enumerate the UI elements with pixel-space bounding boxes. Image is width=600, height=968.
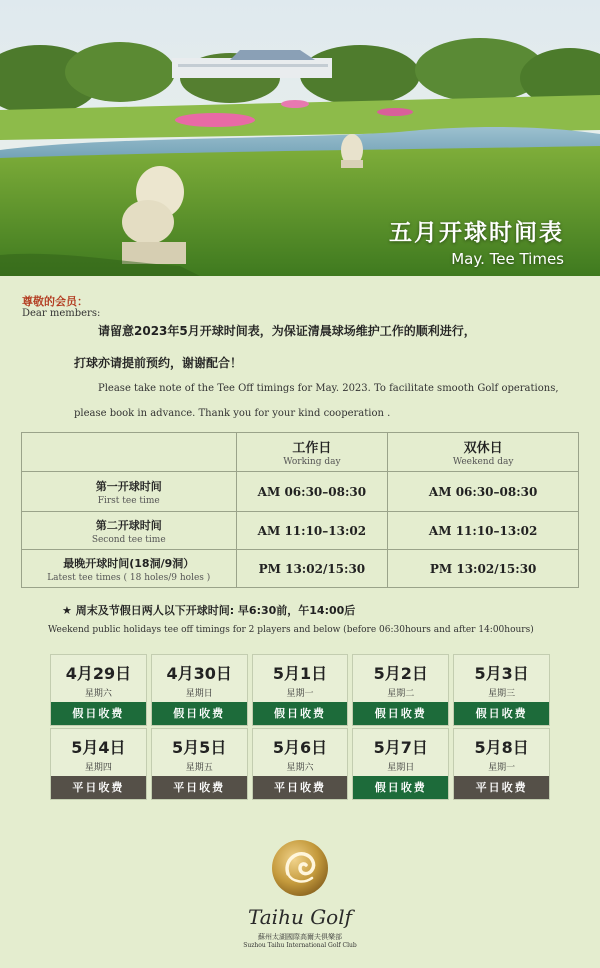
notice-chinese-line-2: 打球亦请提前预约，谢谢配合！ <box>74 356 243 370</box>
day-weekday: 星期五 <box>185 763 213 773</box>
weekend-note-chinese: ★ 周末及节假日两人以下开球时间: 早6:30前，午14:00后 <box>62 604 356 617</box>
header-weekend-day-cn: 双休日 <box>463 441 503 456</box>
day-date: 4月29日 <box>65 664 132 683</box>
weekend-note-english: Weekend public holidays tee off timings for 2 players and below (before 06:30hours and after 14:00hours) <box>48 625 534 635</box>
notice-chinese-line-1: 请留意2023年5月开球时间表，为保证清晨球场维护工作的顺利进行， <box>98 324 476 338</box>
working-day-time: PM 13:02/15:30 <box>236 550 388 588</box>
row-label <box>22 472 237 512</box>
fee-badge: 平日收费 <box>454 776 549 799</box>
day-weekday: 星期日 <box>387 763 415 773</box>
header-working-day <box>236 433 388 472</box>
table-row <box>22 550 579 588</box>
row-label-en: Latest tee times ( 18 holes/9 holes ) <box>47 572 211 583</box>
calendar-day <box>252 654 349 726</box>
day-weekday: 星期日 <box>185 689 213 699</box>
fee-badge: 假日收费 <box>253 702 348 725</box>
calendar-row-2 <box>50 728 550 800</box>
row-label-cn: 第二开球时间 <box>95 518 162 532</box>
working-day-time: AM 06:30–08:30 <box>236 472 388 512</box>
table-header-row <box>22 433 579 472</box>
table-row <box>22 472 579 512</box>
row-label-cn: 第一开球时间 <box>95 479 162 493</box>
day-date: 5月8日 <box>474 738 529 757</box>
day-date: 5月2日 <box>373 664 428 683</box>
greeting-chinese: 尊敬的会员： <box>22 295 88 308</box>
fee-badge: 假日收费 <box>51 702 146 725</box>
row-label-en: First tee time <box>97 495 160 506</box>
header-weekend-day <box>388 433 579 472</box>
calendar-day <box>50 728 147 800</box>
calendar-day <box>453 654 550 726</box>
logo-wordmark: Taihu Golf <box>247 905 353 929</box>
day-weekday: 星期六 <box>286 763 314 773</box>
calendar-day <box>453 728 550 800</box>
row-label <box>22 550 237 588</box>
weekend-day-time: AM 06:30–08:30 <box>388 472 579 512</box>
day-weekday: 星期二 <box>387 689 415 699</box>
calendar-row-1 <box>50 654 550 726</box>
calendar-day <box>151 654 248 726</box>
day-date: 5月5日 <box>172 738 227 757</box>
row-label-en: Second tee time <box>91 534 166 545</box>
row-label-cn: 最晚开球时间(18洞/9洞） <box>63 556 195 570</box>
fee-badge: 假日收费 <box>353 776 448 799</box>
header-working-day-en: Working day <box>283 457 341 467</box>
fee-badge: 假日收费 <box>353 702 448 725</box>
table-row <box>22 512 579 550</box>
day-date: 5月3日 <box>474 664 529 683</box>
row-label <box>22 512 237 550</box>
table-corner-cell <box>22 433 237 472</box>
notice-english-line-1: Please take note of the Tee Off timings for May. 2023. To facilitate smooth Golf operations, <box>98 383 559 394</box>
day-date: 5月4日 <box>71 738 126 757</box>
day-date: 5月1日 <box>272 664 328 683</box>
calendar-day <box>151 728 248 800</box>
fee-badge: 假日收费 <box>454 702 549 725</box>
logo-name-chinese: 蘇州太湖國際高爾夫俱樂部 <box>258 933 342 941</box>
hero-banner <box>0 0 600 276</box>
weekend-day-time: PM 13:02/15:30 <box>388 550 579 588</box>
day-weekday: 星期一 <box>488 763 516 773</box>
tee-time-table <box>21 432 579 588</box>
notice-english-line-2: please book in advance. Thank you for your kind cooperation . <box>74 408 391 419</box>
logo-name-english: Suzhou Taihu International Golf Club <box>243 942 357 949</box>
fee-badge: 平日收费 <box>51 776 146 799</box>
calendar-day <box>252 728 349 800</box>
header-weekend-day-en: Weekend day <box>452 457 514 467</box>
calendar-day <box>352 728 449 800</box>
weekend-day-time: AM 11:10–13:02 <box>388 512 579 550</box>
golf-ball-emblem-icon <box>270 838 330 898</box>
working-day-time: AM 11:10–13:02 <box>236 512 388 550</box>
calendar-day <box>50 654 147 726</box>
day-weekday: 星期一 <box>286 689 314 699</box>
day-weekday: 星期四 <box>84 763 112 773</box>
fee-badge: 平日收费 <box>253 776 348 799</box>
day-date: 5月6日 <box>272 738 328 757</box>
fee-badge: 平日收费 <box>152 776 247 799</box>
club-logo <box>240 838 360 958</box>
day-date: 5月7日 <box>373 738 428 757</box>
fee-badge: 假日收费 <box>152 702 247 725</box>
calendar-day <box>352 654 449 726</box>
day-weekday: 星期三 <box>488 689 516 699</box>
day-weekday: 星期六 <box>84 689 112 699</box>
fee-calendar <box>50 654 550 802</box>
header-working-day-cn: 工作日 <box>292 441 332 456</box>
hero-title-chinese: 五月开球时间表 <box>389 220 564 246</box>
day-date: 4月30日 <box>166 664 232 683</box>
hero-title-english: May. Tee Times <box>451 250 564 268</box>
greeting-english: Dear members: <box>22 308 101 319</box>
